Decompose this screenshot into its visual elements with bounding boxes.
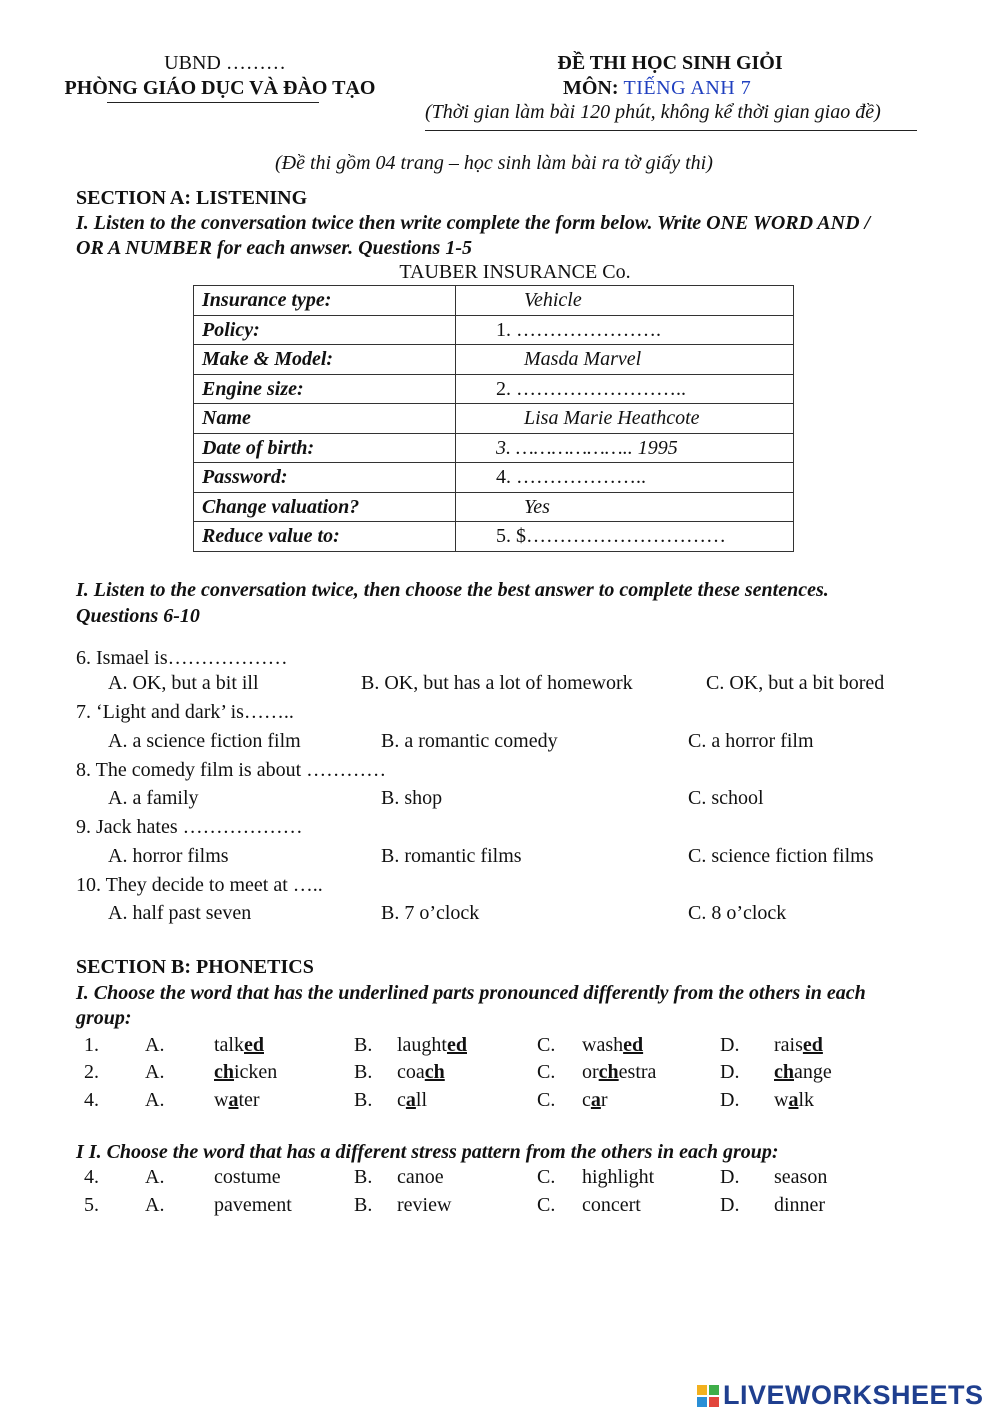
section-a-part1-instruction-line2: OR A NUMBER for each anwser. Questions 1-5 <box>76 237 472 259</box>
question-9-option-b: B. romantic films <box>381 845 522 867</box>
question-6-option-c: C. OK, but a bit bored <box>706 672 885 694</box>
form-answer-blank[interactable]: 5. $………………………… <box>456 522 794 552</box>
word-part: icken <box>234 1061 278 1083</box>
stress-option-letter: C. <box>537 1166 556 1188</box>
pron-option-word[interactable] <box>774 1061 832 1084</box>
pron-option-word[interactable] <box>582 1061 656 1084</box>
word-part: rais <box>774 1034 803 1056</box>
word-underlined-part: ch <box>424 1061 445 1083</box>
word-underlined-part: ch <box>774 1061 794 1083</box>
form-row-value: Lisa Marie Heathcote <box>456 404 794 434</box>
form-row-label: Policy: <box>194 315 456 345</box>
pron-option-letter: B. <box>354 1034 373 1056</box>
pron-option-word[interactable] <box>582 1089 608 1112</box>
section-a-part2-instruction-line2: Questions 6-10 <box>76 605 200 627</box>
pron-option-letter: D. <box>720 1061 740 1083</box>
question-6: 6. Ismael is……………… <box>76 647 288 669</box>
pron-option-letter: C. <box>537 1034 556 1056</box>
subject-name: TIẾNG ANH 7 <box>623 77 752 99</box>
pron-option-letter: B. <box>354 1089 373 1111</box>
form-row <box>194 433 794 463</box>
pron-option-letter: C. <box>537 1089 556 1111</box>
word-underlined-part: ed <box>802 1034 823 1056</box>
header-left-line2: PHÒNG GIÁO DỤC VÀ ĐÀO TẠO <box>64 77 376 99</box>
word-part: w <box>214 1089 229 1111</box>
question-9-option-c: C. science fiction films <box>688 845 874 867</box>
stress-option-word[interactable]: concert <box>582 1194 641 1216</box>
stress-option-word[interactable]: pavement <box>214 1194 292 1216</box>
pron-option-word[interactable] <box>774 1034 823 1057</box>
word-underlined-part: a <box>228 1089 239 1111</box>
form-row-label: Engine size: <box>194 374 456 404</box>
pron-option-word[interactable] <box>214 1034 264 1057</box>
word-underlined-part: ed <box>623 1034 644 1056</box>
form-answer-blank[interactable]: 1. …………………. <box>456 315 794 345</box>
pron-question-number: 2. <box>84 1061 99 1083</box>
word-underlined-part: a <box>590 1089 601 1111</box>
question-7-option-b: B. a romantic comedy <box>381 730 558 752</box>
question-7-option-a: A. a science fiction film <box>108 730 301 752</box>
word-part: ter <box>238 1089 260 1111</box>
word-underlined-part: a <box>405 1089 416 1111</box>
stress-option-letter: D. <box>720 1194 740 1216</box>
stress-option-letter: B. <box>354 1166 373 1188</box>
word-part: estra <box>618 1061 657 1083</box>
exam-title: ĐỀ THI HỌC SINH GIỎI <box>557 52 783 74</box>
stress-option-word[interactable]: costume <box>214 1166 281 1188</box>
pron-option-word[interactable] <box>582 1034 643 1057</box>
word-part: ll <box>415 1089 428 1111</box>
exam-subject <box>563 77 751 100</box>
form-row-label: Change valuation? <box>194 492 456 522</box>
word-underlined-part: ch <box>598 1061 619 1083</box>
pron-option-letter: A. <box>145 1061 165 1083</box>
pron-option-letter: A. <box>145 1034 165 1056</box>
stress-option-letter: A. <box>145 1194 165 1216</box>
pron-option-word[interactable] <box>214 1089 260 1112</box>
question-8: 8. The comedy film is about ………… <box>76 759 387 781</box>
form-answer-blank[interactable]: 4. ……………….. <box>456 463 794 493</box>
question-8-option-c: C. school <box>688 787 764 809</box>
pron-option-letter: B. <box>354 1061 373 1083</box>
stress-question-number: 4. <box>84 1166 99 1188</box>
stress-option-word[interactable]: season <box>774 1166 828 1188</box>
question-7-option-c: C. a horror film <box>688 730 814 752</box>
word-part: c <box>582 1089 591 1111</box>
form-row-value: Masda Marvel <box>456 345 794 375</box>
section-b-part1-instruction-line1: I. Choose the word that has the underlined parts pronounced differently from the others in each <box>76 982 866 1004</box>
liveworksheets-logo-text: LIVEWORKSHEETS <box>723 1380 984 1410</box>
form-row <box>194 286 794 316</box>
question-10-option-a: A. half past seven <box>108 902 252 924</box>
word-underlined-part: ed <box>447 1034 467 1056</box>
word-part: wash <box>582 1034 624 1056</box>
word-part: c <box>397 1089 406 1111</box>
question-6-option-a: A. OK, but a bit ill <box>108 672 259 694</box>
form-row <box>194 463 794 493</box>
question-9: 9. Jack hates ……………… <box>76 816 303 838</box>
stress-option-word[interactable]: review <box>397 1194 452 1216</box>
header-right-rule <box>425 130 917 131</box>
stress-option-letter: B. <box>354 1194 373 1216</box>
stress-option-letter: D. <box>720 1166 740 1188</box>
word-underlined-part: a <box>788 1089 799 1111</box>
section-b-part1-instruction-line2: group: <box>76 1007 132 1029</box>
form-row-label: Date of birth: <box>194 433 456 463</box>
section-a-part2-instruction-line1: I. Listen to the conversation twice, then choose the best answer to complete these sentences. <box>76 579 829 601</box>
stress-option-letter: A. <box>145 1166 165 1188</box>
section-b-part2-instruction: I I. Choose the word that has a different stress pattern from the others in each group: <box>76 1141 779 1163</box>
question-6-option-b: B. OK, but has a lot of homework <box>361 672 633 694</box>
question-7: 7. ‘Light and dark’ is…….. <box>76 701 294 723</box>
stress-option-letter: C. <box>537 1194 556 1216</box>
section-b-title: SECTION B: PHONETICS <box>76 956 314 978</box>
insurance-form-table <box>193 285 794 552</box>
pron-option-word[interactable] <box>214 1061 277 1084</box>
stress-question-number: 5. <box>84 1194 99 1216</box>
word-part: r <box>600 1089 608 1111</box>
form-answer-blank[interactable]: 2. …………………….. <box>456 374 794 404</box>
form-row <box>194 492 794 522</box>
form-row <box>194 522 794 552</box>
pron-option-word[interactable] <box>774 1089 814 1112</box>
form-row-label: Password: <box>194 463 456 493</box>
form-row-label: Make & Model: <box>194 345 456 375</box>
word-underlined-part: ch <box>214 1061 234 1083</box>
question-10: 10. They decide to meet at ….. <box>76 874 323 896</box>
word-part: w <box>774 1089 789 1111</box>
pron-option-letter: D. <box>720 1034 740 1056</box>
form-row <box>194 315 794 345</box>
liveworksheets-logo <box>697 1380 984 1411</box>
pron-option-letter: C. <box>537 1061 556 1083</box>
form-row-value: Yes <box>456 492 794 522</box>
exam-pages-note: (Đề thi gồm 04 trang – học sinh làm bài ra tờ giấy thi) <box>275 152 713 174</box>
stress-option-word[interactable]: canoe <box>397 1166 444 1188</box>
word-part: lk <box>798 1089 815 1111</box>
question-10-option-b: B. 7 o’clock <box>381 902 480 924</box>
form-row-label: Name <box>194 404 456 434</box>
word-underlined-part: ed <box>244 1034 264 1056</box>
subject-label: MÔN: <box>563 77 619 99</box>
word-part: laught <box>397 1034 447 1056</box>
header-left-rule <box>107 102 319 103</box>
pron-question-number: 4. <box>84 1089 99 1111</box>
exam-time-note: (Thời gian làm bài 120 phút, không kể thời gian giao đề) <box>425 101 881 123</box>
liveworksheets-logo-icon <box>697 1385 719 1407</box>
question-10-option-c: C. 8 o’clock <box>688 902 787 924</box>
form-row <box>194 345 794 375</box>
form-row-label: Insurance type: <box>194 286 456 316</box>
section-a-part1-instruction-line1: I. Listen to the conversation twice then write complete the form below. Write ONE WORD AND / <box>76 212 871 234</box>
question-8-option-b: B. shop <box>381 787 443 809</box>
section-a-title: SECTION A: LISTENING <box>76 187 308 209</box>
pron-option-letter: A. <box>145 1089 165 1111</box>
stress-option-word[interactable]: highlight <box>582 1166 655 1188</box>
word-part: or <box>582 1061 599 1083</box>
header-left-line1: UBND ……… <box>164 52 286 74</box>
form-answer-blank[interactable]: 3. ……………….. 1995 <box>456 433 794 463</box>
question-9-option-a: A. horror films <box>108 845 229 867</box>
question-8-option-a: A. a family <box>108 787 199 809</box>
pron-question-number: 1. <box>84 1034 99 1056</box>
form-row <box>194 374 794 404</box>
pron-option-word[interactable] <box>397 1034 467 1057</box>
word-part: talk <box>214 1034 244 1056</box>
stress-option-word[interactable]: dinner <box>774 1194 826 1216</box>
pron-option-letter: D. <box>720 1089 740 1111</box>
word-part: coa <box>397 1061 425 1083</box>
form-row <box>194 404 794 434</box>
word-part: ange <box>794 1061 832 1083</box>
form-row-value: Vehicle <box>456 286 794 316</box>
pron-option-word[interactable] <box>397 1089 427 1112</box>
form-title: TAUBER INSURANCE Co. <box>399 261 631 283</box>
pron-option-word[interactable] <box>397 1061 445 1084</box>
form-row-label: Reduce value to: <box>194 522 456 552</box>
